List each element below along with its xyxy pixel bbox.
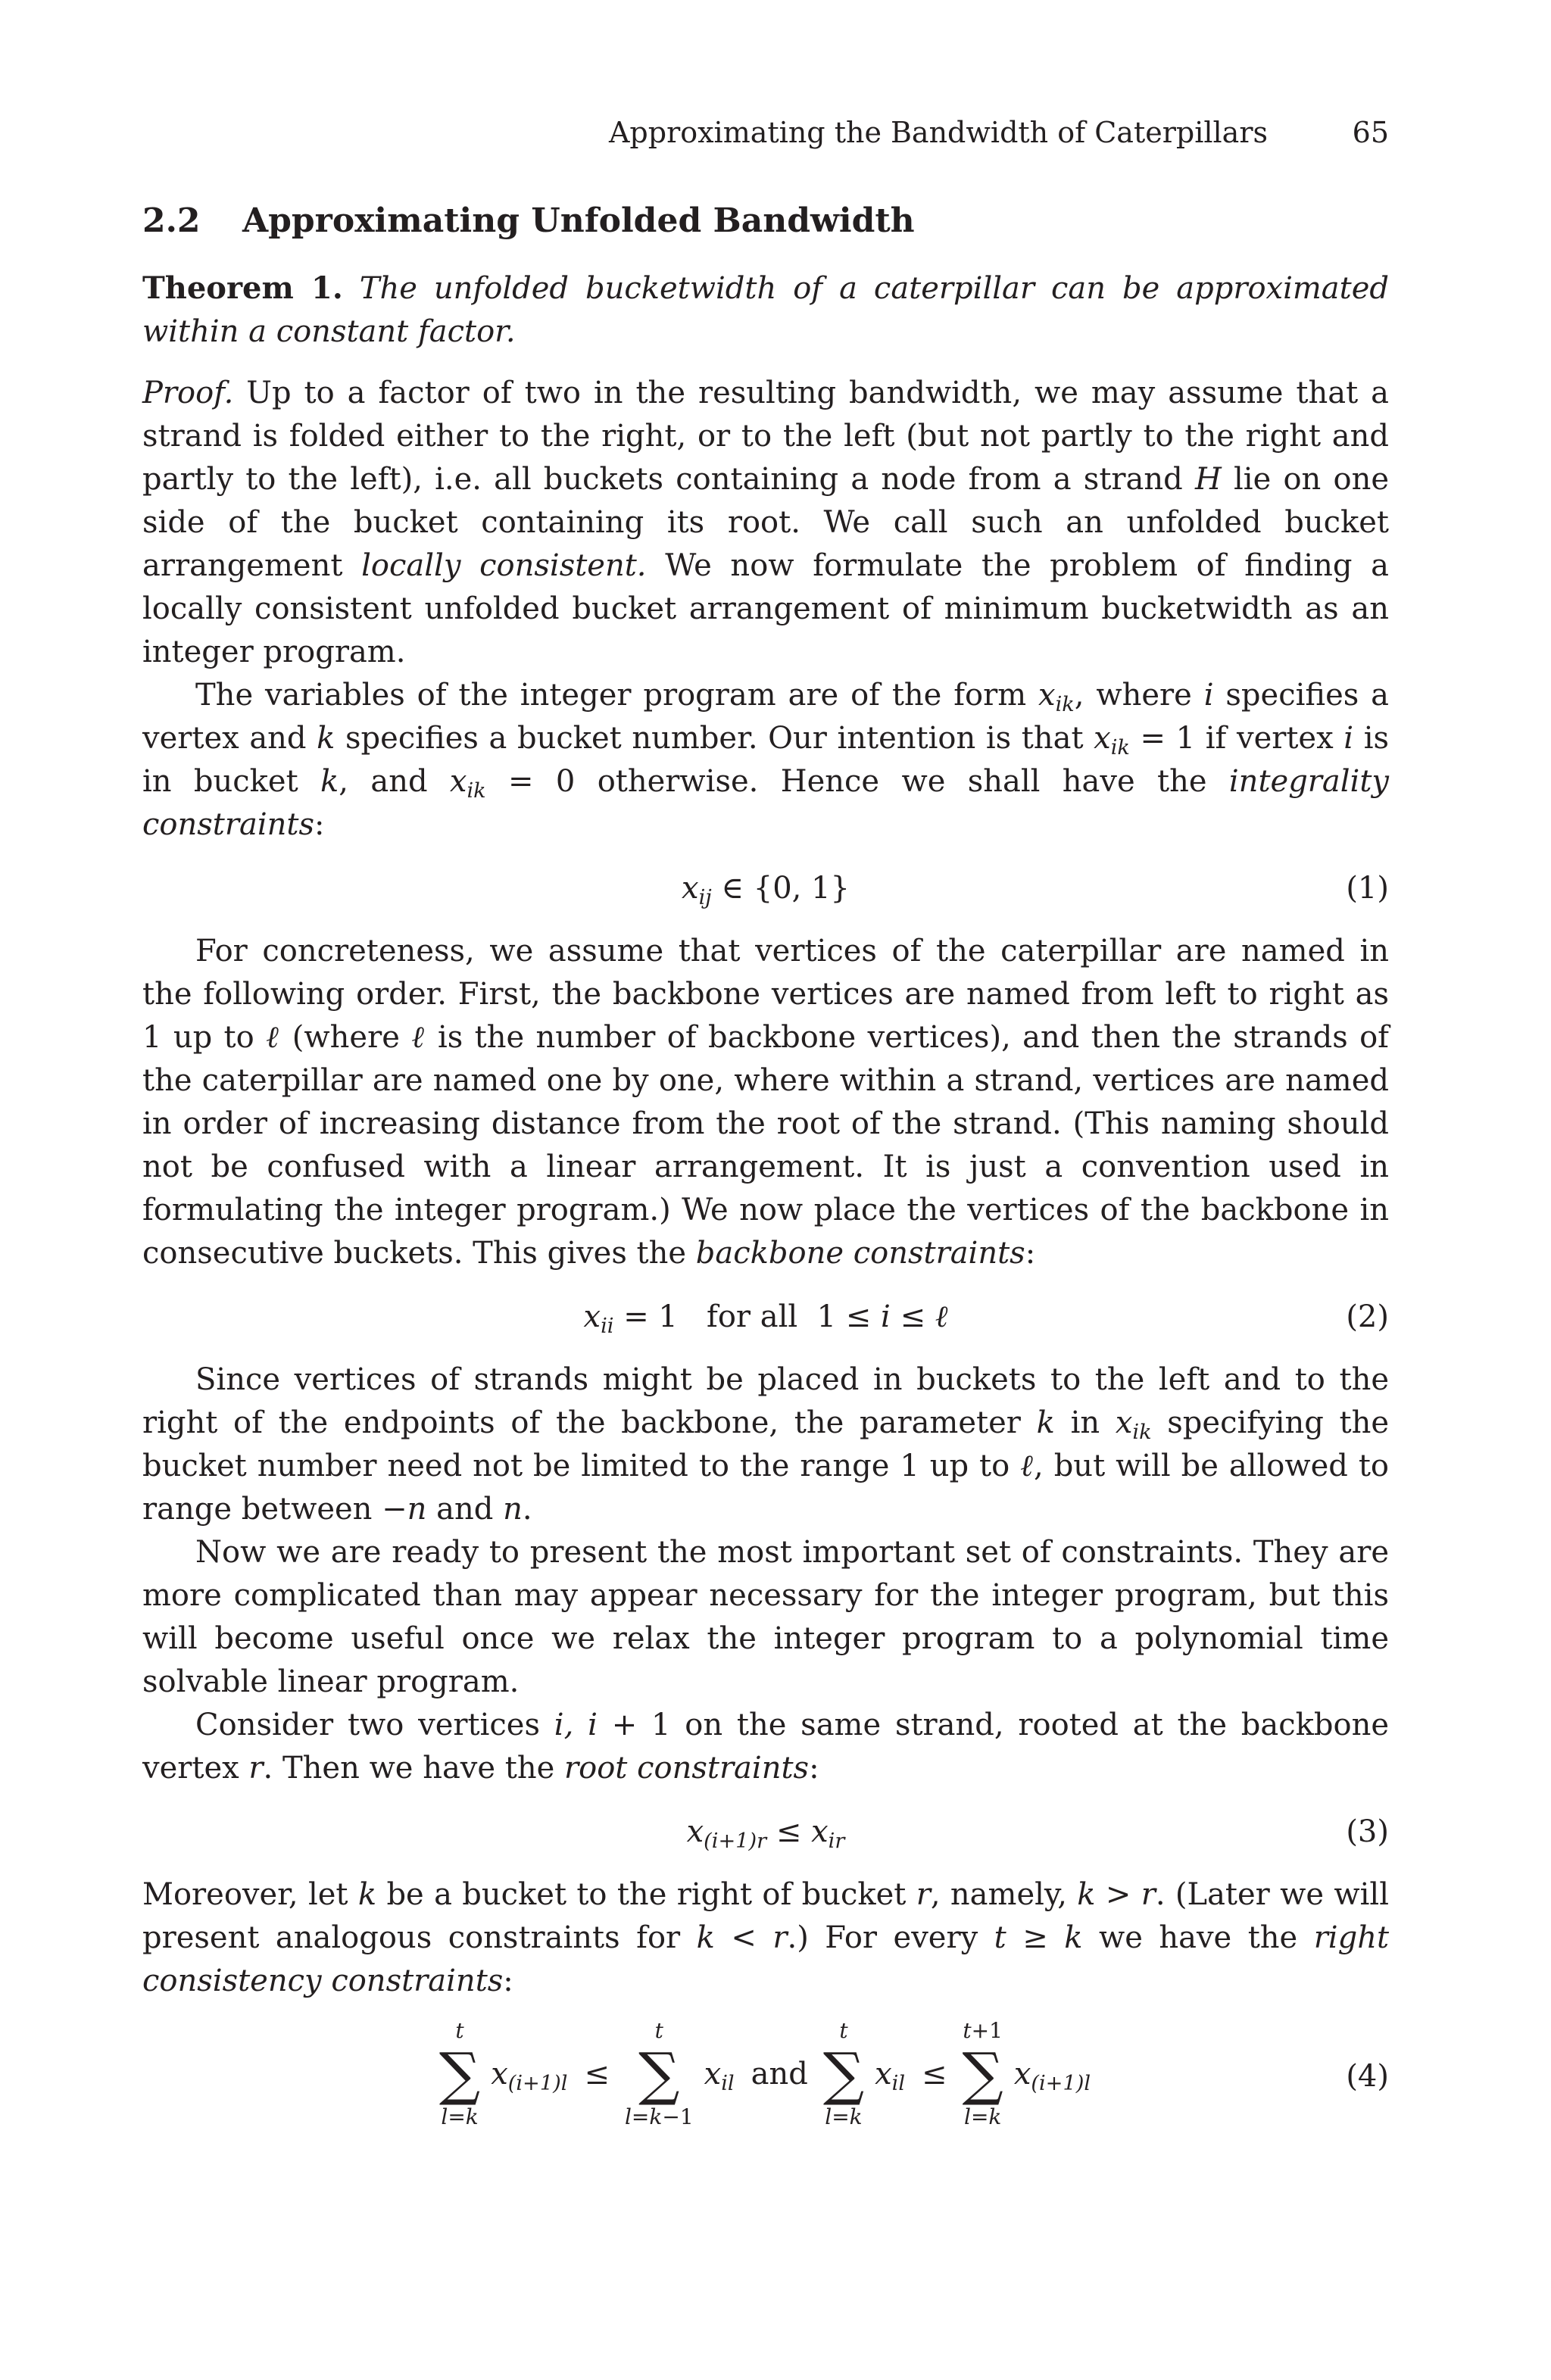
proof-paragraph-1 bbox=[142, 372, 1389, 674]
math-i: i bbox=[1343, 721, 1354, 756]
equation-3-number: (3) bbox=[1346, 1814, 1389, 1849]
math-ell: ℓ bbox=[1020, 1449, 1035, 1483]
math-x-ik-eq-0: $x_{ik} = 0$ bbox=[449, 764, 576, 803]
math-x-ik: $x_{ik}$ bbox=[1038, 678, 1075, 717]
text-run: and bbox=[436, 1492, 494, 1527]
text-run: be a bucket to the right of bucket bbox=[386, 1877, 907, 1912]
emphasis: root constraints bbox=[564, 1751, 810, 1786]
equation-2 bbox=[142, 1275, 1389, 1358]
math-k: k bbox=[317, 721, 335, 756]
math-ell: ℓ bbox=[266, 1020, 281, 1055]
text-run: in bbox=[1070, 1405, 1100, 1440]
equation-1-number: (1) bbox=[1346, 871, 1389, 906]
theorem-statement: The unfolded bucketwidth of a caterpillar can be approximated within a constant factor. bbox=[142, 271, 1390, 349]
proof-paragraph-3: For concreteness, we assume that vertices of the caterpillar are named in the following order. First, the backbone vertices are named from left to right as 1 up to ℓ (where ℓ is the number of backbone vertices), and then the strands of the caterpillar are named one by one, where within a strand, vertices are named in order of increasing distance from the root of the strand. (This naming should not be confused with a linear arrangement. It is just a convention used in formulating the integer program.) We now place the vertices of the backbone in consecutive buckets. This gives the backbone constraints: bbox=[142, 934, 1389, 1271]
summation: t ∑ l=k bbox=[822, 2018, 865, 2129]
equation-3 bbox=[142, 1790, 1389, 1873]
emphasis: backbone constraints bbox=[695, 1236, 1025, 1271]
math-i: i bbox=[1203, 678, 1214, 713]
proof-paragraph-4: Since vertices of strands might be placed in buckets to the left and to the right of the endpoints of the backbone, the parameter k in $x_{ik}$ specifying the bucket number need not be limited to the range 1 up to ℓ, but will be allowed to range between −n and n. bbox=[142, 1362, 1390, 1527]
proof-label: Proof. bbox=[142, 376, 234, 410]
text-run: lie on one side of the bucket containing its root. We call such an unfolded bucket arrangement bbox=[142, 462, 1389, 583]
section-heading bbox=[142, 198, 1389, 244]
text-run: , namely, bbox=[930, 1877, 1067, 1912]
math-k: k bbox=[1036, 1405, 1055, 1440]
text-run: specifying the bucket number need not be limited to the range 1 up to bbox=[142, 1405, 1390, 1483]
proof-paragraph-7: Moreover, let k be a bucket to the right of bucket r, namely, k > r. (Later we will present analogous constraints for k < r.) For every t ≥ k we have the right consistency constraints: bbox=[142, 1877, 1390, 1998]
emphasis: right consistency constraints bbox=[142, 1920, 1390, 1998]
math-k-lt-r: k < r bbox=[696, 1920, 788, 1955]
equation-4-number: (4) bbox=[1346, 2059, 1389, 2094]
emphasis: locally consistent. bbox=[361, 548, 647, 583]
text-run: Moreover, let bbox=[142, 1877, 348, 1912]
math-k-gt-r: k > r bbox=[1077, 1877, 1156, 1912]
body-text bbox=[142, 198, 1389, 2177]
emphasis: integrality constraints bbox=[142, 764, 1390, 842]
math-ell: ℓ bbox=[411, 1020, 426, 1055]
text-run: otherwise. Hence we shall have the bbox=[597, 764, 1207, 799]
equation-4-body: t ∑ l=k $x_{(i+1)l}$ ≤ t ∑ l=k−1 $x_{il}$ and t ∑ l=k $x_{il}$ ≤ t+1 ∑ l=k $x_{(i+1)l}$ bbox=[438, 2018, 1091, 2129]
equation-1-body: $x_{ij}$ ∈ {0, 1} bbox=[682, 871, 850, 910]
math-H: H bbox=[1194, 462, 1222, 497]
math-k: k bbox=[357, 1877, 377, 1912]
math-k: k bbox=[320, 764, 339, 799]
equation-3-body: $x_{(i+1)r} \le x_{ir}$ bbox=[686, 1814, 845, 1854]
proof-paragraph-2: The variables of the integer program are of the form $x_{ik}$, where i specifies a vertex and k specifies a bucket number. Our intention is that $x_{ik} = 1$ if vertex i is in bucket k, and $x_{ik} = 0$ otherwise. Hence we shall have the integrality constraints: bbox=[142, 678, 1390, 842]
summation: t+1 ∑ l=k bbox=[962, 2018, 1003, 2129]
equation-2-body: $x_{ii} = 1$ for all 1 ≤ i ≤ ℓ bbox=[583, 1299, 948, 1339]
text-run: specifies a bucket number. Our intention is that bbox=[345, 721, 1084, 756]
text-run: Consider two vertices bbox=[195, 1708, 540, 1742]
text-run: We now formulate the problem of finding a locally consistent unfolded bucket arrangement of minimum bucketwidth as an integer program. bbox=[142, 548, 1390, 669]
theorem-label: Theorem 1. bbox=[142, 270, 343, 306]
text-run: on the same strand, rooted at the backbone vertex bbox=[142, 1708, 1390, 1786]
text-run: if vertex bbox=[1205, 721, 1334, 756]
equation-4-and: and bbox=[751, 2057, 808, 2091]
text-run: (where bbox=[292, 1020, 400, 1055]
math-r: r bbox=[248, 1751, 264, 1786]
section-title: Approximating Unfolded Bandwidth bbox=[242, 201, 915, 240]
text-run: . (Later we will present analogous constraints for bbox=[142, 1877, 1389, 1955]
text-run: , where bbox=[1074, 678, 1192, 713]
math-i-i-plus-1: i, i + 1 bbox=[554, 1708, 671, 1742]
equation-4 bbox=[142, 2003, 1389, 2177]
text-run: Up to a factor of two in the resulting bandwidth, we may assume that a strand is folded either to the right, or to the left (but not partly to the right and partly to the left), i.e. all buckets containing a node from a strand bbox=[142, 376, 1389, 497]
text-run: The variables of the integer program are of the form bbox=[195, 678, 1027, 713]
text-run: . Then we have the bbox=[263, 1751, 555, 1786]
math-x-ik: $x_{ik}$ bbox=[1115, 1405, 1152, 1445]
math-r: r bbox=[916, 1877, 931, 1912]
summation: t ∑ l=k bbox=[438, 2018, 481, 2129]
text-run: we have the bbox=[1098, 1920, 1298, 1955]
proof-paragraph-5: Now we are ready to present the most important set of constraints. They are more complicated than may appear necessary for the integer program, but this will become useful once we relax the integer program to a polynomial time solvable linear program. bbox=[142, 1535, 1389, 1699]
text-run: .) For every bbox=[787, 1920, 978, 1955]
text-run: , but will be allowed to range between bbox=[142, 1449, 1390, 1527]
text-run: , and bbox=[339, 764, 428, 799]
proof-paragraph-6: Consider two vertices i, i + 1 on the same strand, rooted at the backbone vertex r. Then we have the root constraints: bbox=[142, 1708, 1390, 1786]
running-title: Approximating the Bandwidth of Caterpillars bbox=[608, 116, 1268, 149]
text-run: For concreteness, we assume that vertices of the caterpillar are named in the following order. First, the backbone vertices are named from left to right as 1 up to bbox=[142, 934, 1389, 1055]
math-minus-n: −n bbox=[382, 1492, 427, 1527]
section-number: 2.2 bbox=[142, 201, 201, 240]
text-run: is in bucket bbox=[142, 721, 1390, 799]
theorem bbox=[142, 267, 1389, 354]
text-run: is the number of backbone vertices), and then the strands of the caterpillar are named one by one, where within a strand, vertices are named in order of increasing distance from the root of the strand. (This naming should not be confused with a linear arrangement. It is just a convention used in formulating the integer program.) We now place the vertices of the backbone in consecutive buckets. This gives the bbox=[142, 1020, 1389, 1271]
math-t-ge-k: t ≥ k bbox=[994, 1920, 1083, 1955]
summation: t ∑ l=k−1 bbox=[624, 2018, 694, 2129]
math-x-ik-eq-1: $x_{ik} = 1$ bbox=[1094, 721, 1196, 760]
equation-1 bbox=[142, 847, 1389, 930]
equation-2-number: (2) bbox=[1346, 1299, 1389, 1334]
text-run: Since vertices of strands might be placed in buckets to the left and to the right of the endpoints of the backbone, the parameter bbox=[142, 1362, 1389, 1440]
math-n: n bbox=[503, 1492, 523, 1527]
equation-2-text: for all bbox=[707, 1299, 798, 1334]
page-number: 65 bbox=[1352, 116, 1389, 149]
text-run: specifies a vertex and bbox=[142, 678, 1389, 756]
